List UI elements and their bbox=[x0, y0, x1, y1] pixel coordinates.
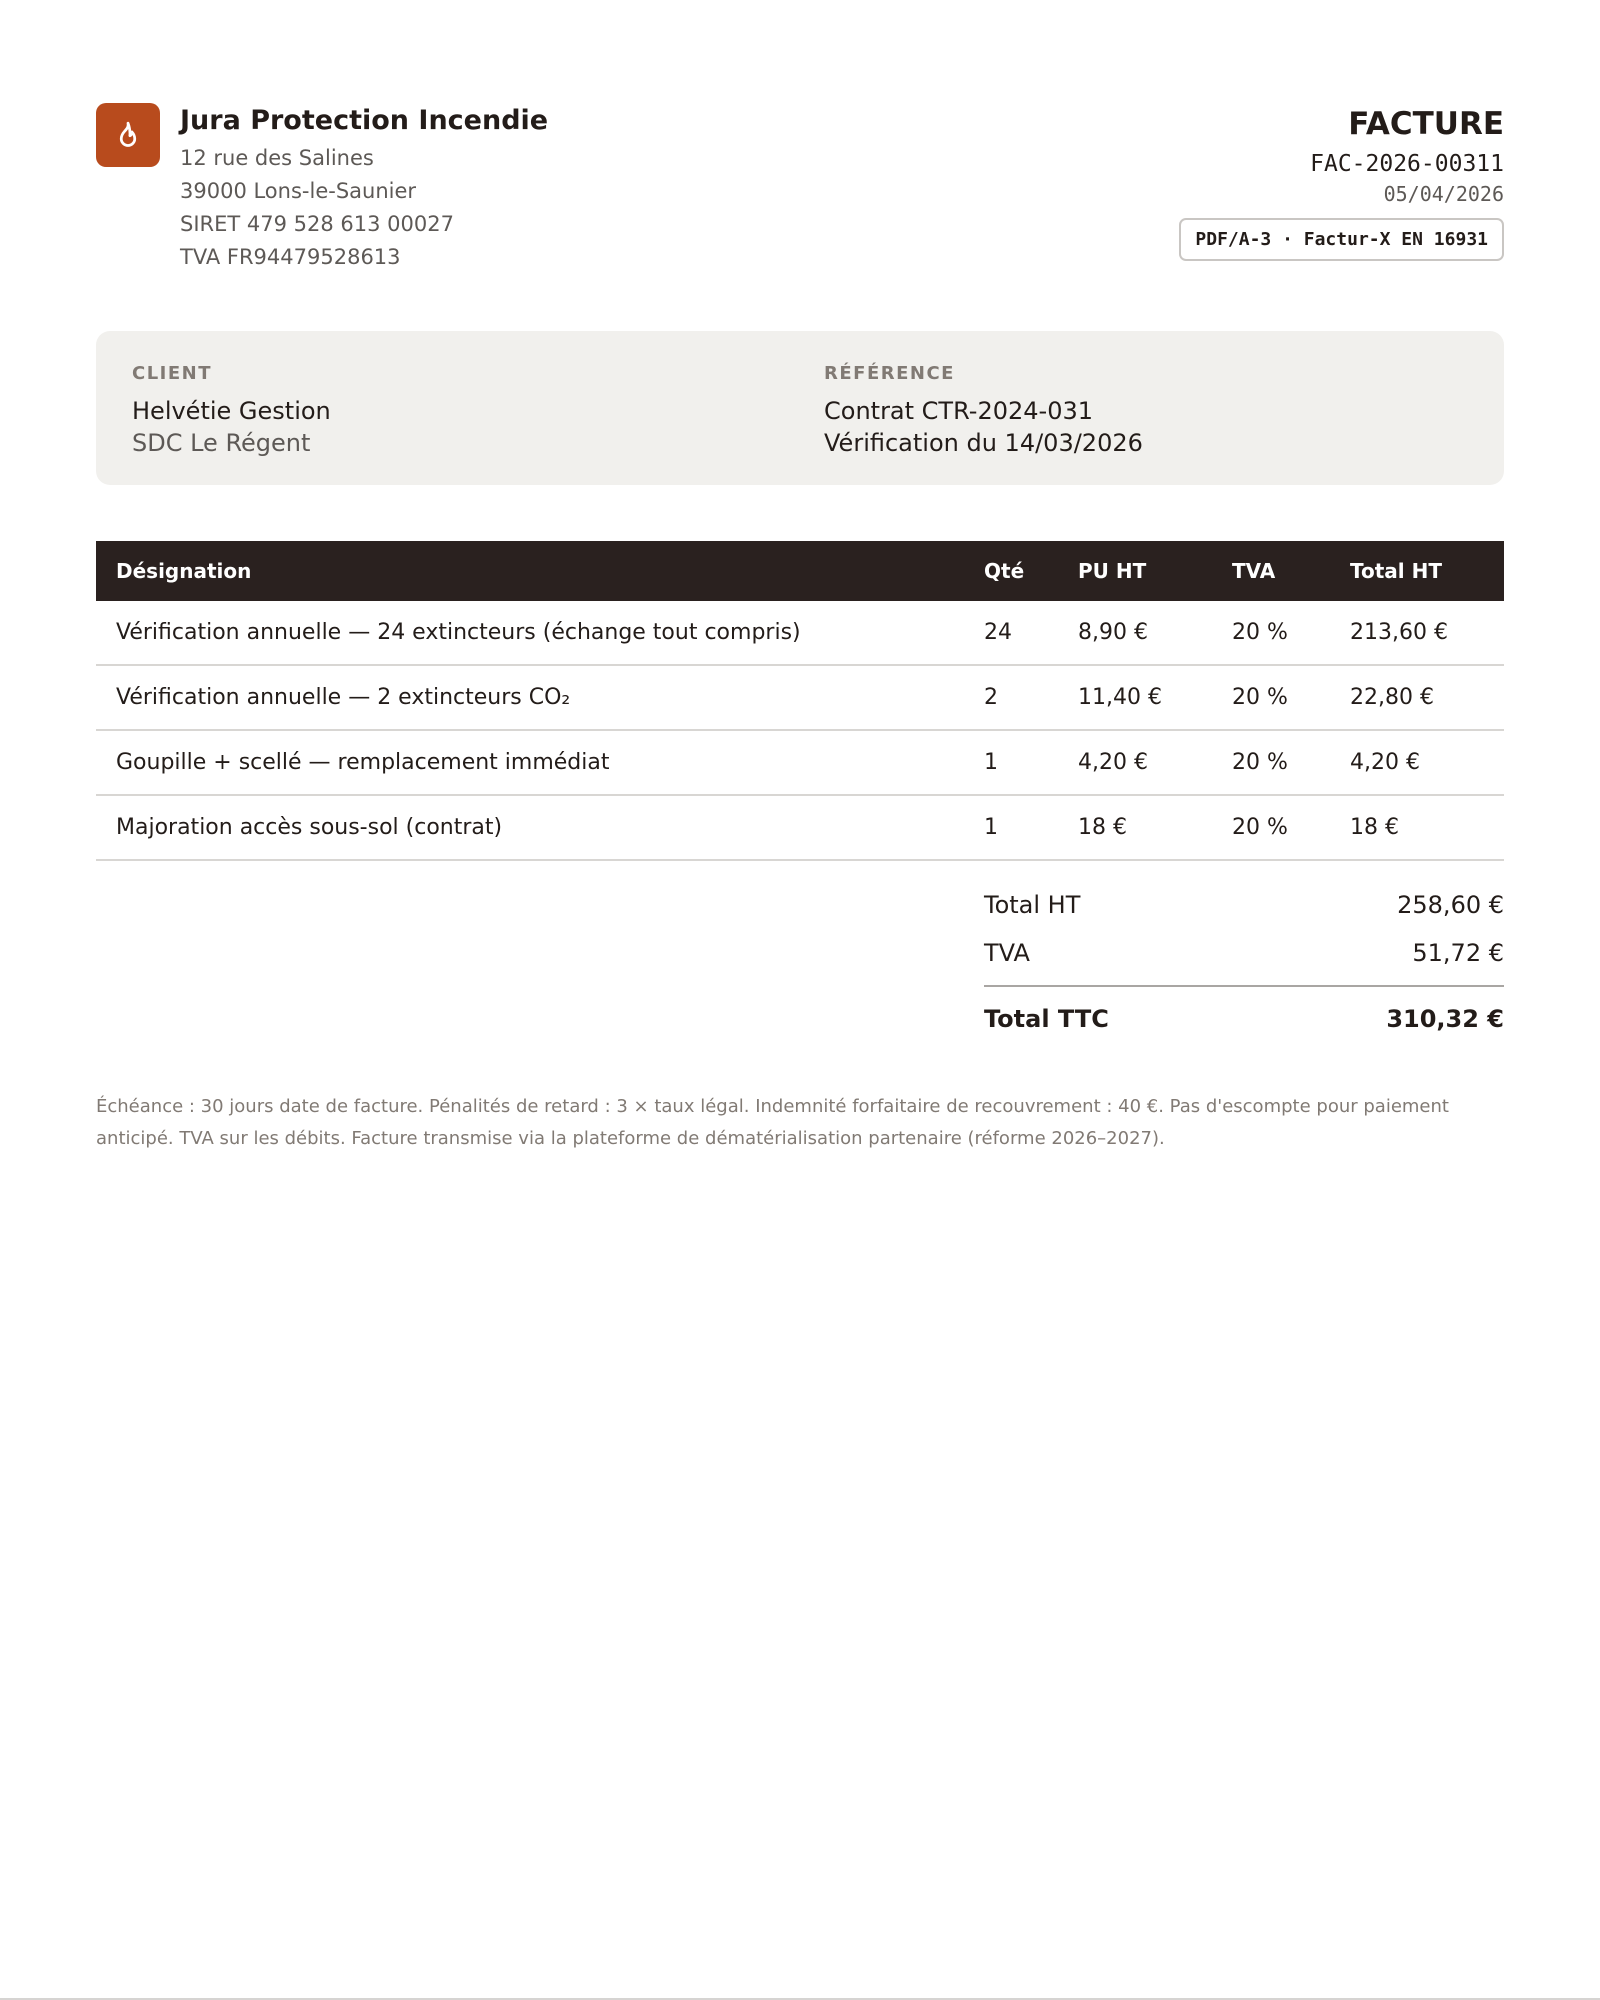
header-pu-ht: PU HT bbox=[1058, 541, 1212, 601]
total-ttc-row bbox=[984, 995, 1504, 1043]
format-badge: PDF/A-3 · Factur-X EN 16931 bbox=[1179, 218, 1504, 261]
header-total-ht: Total HT bbox=[1330, 541, 1504, 601]
table-row bbox=[96, 665, 1504, 730]
company-block bbox=[180, 104, 548, 274]
total-ttc-label: Total TTC bbox=[984, 1005, 1109, 1033]
cell-qte: 1 bbox=[964, 795, 1058, 860]
line-items-table bbox=[96, 541, 1504, 861]
client-site: SDC Le Régent bbox=[132, 429, 311, 457]
reference-section bbox=[824, 361, 1143, 459]
table-row bbox=[96, 730, 1504, 795]
company-siret: SIRET 479 528 613 00027 bbox=[180, 212, 454, 236]
company-name: Jura Protection Incendie bbox=[180, 105, 549, 136]
client-label: CLIENT bbox=[132, 363, 213, 384]
company-tva: TVA FR94479528613 bbox=[180, 245, 401, 269]
cell-pu-ht: 11,40 € bbox=[1058, 665, 1212, 730]
cell-tva: 20 % bbox=[1212, 601, 1330, 665]
table-header-row bbox=[96, 541, 1504, 601]
cell-designation: Majoration accès sous-sol (contrat) bbox=[96, 795, 964, 860]
cell-pu-ht: 4,20 € bbox=[1058, 730, 1212, 795]
totals-block bbox=[984, 881, 1504, 1043]
reference-verification: Vérification du 14/03/2026 bbox=[824, 429, 1143, 457]
total-ht-row bbox=[984, 881, 1504, 929]
totals-divider bbox=[984, 985, 1504, 987]
cell-designation: Vérification annuelle — 2 extincteurs CO₂ bbox=[96, 665, 964, 730]
cell-tva: 20 % bbox=[1212, 795, 1330, 860]
company-address-line2: 39000 Lons-le-Saunier bbox=[180, 179, 417, 203]
client-section bbox=[132, 361, 331, 459]
cell-qte: 2 bbox=[964, 665, 1058, 730]
cell-qte: 1 bbox=[964, 730, 1058, 795]
invoice-meta bbox=[1179, 104, 1504, 261]
company-address-line1: 12 rue des Salines bbox=[180, 146, 374, 170]
cell-total-ht: 22,80 € bbox=[1330, 665, 1504, 730]
total-tva-value: 51,72 € bbox=[1412, 939, 1504, 967]
cell-total-ht: 213,60 € bbox=[1330, 601, 1504, 665]
invoice-number: FAC-2026-00311 bbox=[1310, 151, 1504, 177]
cell-qte: 24 bbox=[964, 601, 1058, 665]
cell-tva: 20 % bbox=[1212, 730, 1330, 795]
cell-total-ht: 4,20 € bbox=[1330, 730, 1504, 795]
payment-terms-note: Échéance : 30 jours date de facture. Pénalités de retard : 3 × taux légal. Indemnité forfaitaire de recouvrement : 40 €. Pas d'escompte pour paiement anticipé. TVA sur les débits. Facture transmise via la plateforme de dématérialisation partenaire (réforme 2026–2027). bbox=[96, 1096, 1449, 1149]
cell-total-ht: 18 € bbox=[1330, 795, 1504, 860]
reference-contract: Contrat CTR-2024-031 bbox=[824, 397, 1094, 425]
invoice-title: FACTURE bbox=[1348, 106, 1504, 142]
cell-pu-ht: 8,90 € bbox=[1058, 601, 1212, 665]
table-row bbox=[96, 601, 1504, 665]
total-ttc-value: 310,32 € bbox=[1386, 1005, 1504, 1033]
company-logo bbox=[96, 103, 160, 167]
invoice-date: 05/04/2026 bbox=[1383, 182, 1504, 206]
cell-designation: Goupille + scellé — remplacement immédiat bbox=[96, 730, 964, 795]
client-reference-box bbox=[96, 331, 1504, 485]
total-ht-value: 258,60 € bbox=[1397, 891, 1504, 919]
cell-tva: 20 % bbox=[1212, 665, 1330, 730]
invoice-header bbox=[96, 96, 1504, 276]
reference-label: RÉFÉRENCE bbox=[824, 363, 955, 384]
total-tva-label: TVA bbox=[984, 939, 1030, 967]
client-name: Helvétie Gestion bbox=[132, 397, 331, 425]
header-qte: Qté bbox=[964, 541, 1058, 601]
cell-designation: Vérification annuelle — 24 extincteurs (échange tout compris) bbox=[96, 601, 964, 665]
invoice-page bbox=[96, 96, 1504, 1149]
cell-pu-ht: 18 € bbox=[1058, 795, 1212, 860]
table-row bbox=[96, 795, 1504, 860]
total-tva-row bbox=[984, 929, 1504, 977]
header-tva: TVA bbox=[1212, 541, 1330, 601]
flame-icon bbox=[113, 120, 143, 150]
header-designation: Désignation bbox=[96, 541, 964, 601]
total-ht-label: Total HT bbox=[984, 891, 1081, 919]
